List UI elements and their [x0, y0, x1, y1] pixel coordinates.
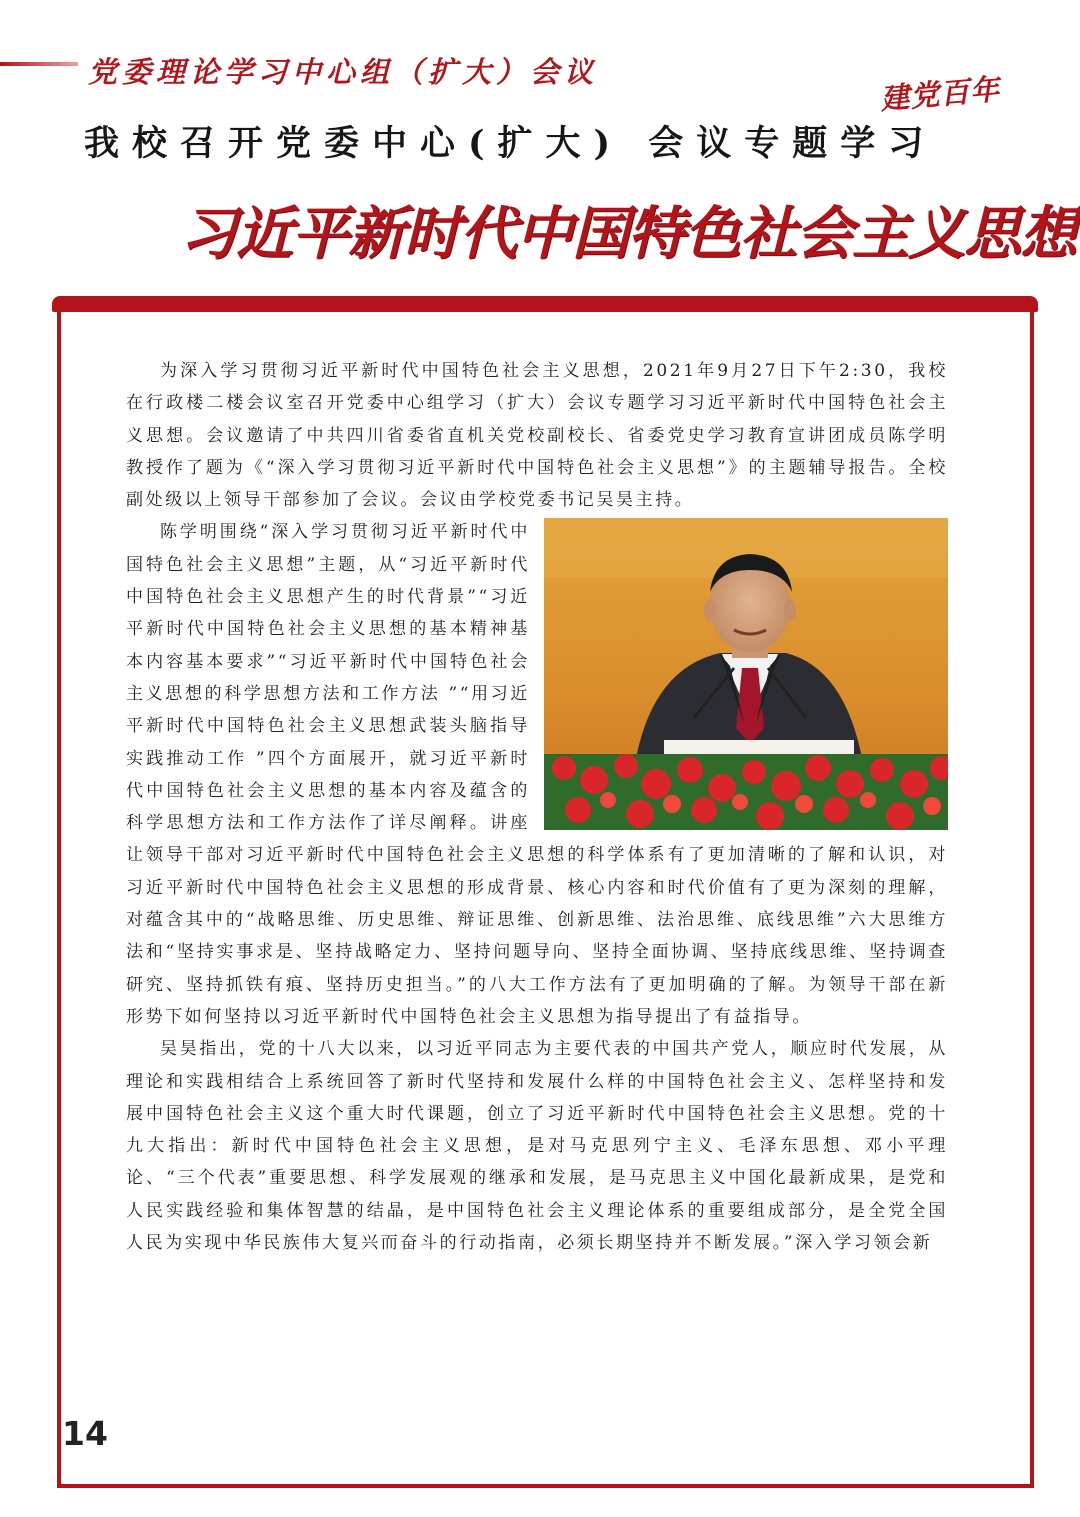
speaker-photo	[544, 518, 948, 830]
frame-bottom-border	[57, 1484, 1034, 1488]
article-body	[126, 355, 948, 1259]
frame-top-bar	[52, 296, 1038, 312]
page-title: 习近平新时代中国特色社会主义思想	[180, 200, 1076, 267]
headline: 我校召开党委中心(扩大) 会议专题学习	[84, 123, 937, 164]
centenary-badge: 建党百年	[878, 71, 1002, 117]
section-kicker: 党委理论学习中心组（扩大）会议	[88, 55, 599, 89]
paragraph-2: 陈学明围绕“深入学习贯彻习近平新时代中国特色社会主义思想”主题，从“习近平新时代中国特色社会主义思想产生的时代背景”“习近平新时代中国特色社会主义思想的基本精神基本内容基本要求”“习近平新时代中国特色社会主义思想的科学思想方法和工作方法 ”“用习近平新时代中国特色社会主义思想武装头脑指导实践推动工作 ”四个方面展开，就习近平新时代中国特色社会主义思想的基本内容及蕴含的科学思想方法和工作方法作了详尽阐释。讲座让领导干部对习近平新时代中国特色社会主义思想的科学体系有了更加清晰的了解和认识，对习近平新时代中国特色社会主义思想的形成背景、核心内容和时代价值有了更为深刻的理解，对蕴含其中的“战略思维、历史思维、辩证思维、创新思维、法治思维、底线思维”六大思维方法和“坚持实事求是、坚持战略定力、坚持问题导向、坚持全面协调、坚持底线思维、坚持调查研究、坚持抓铁有痕、坚持历史担当。”的八大工作方法有了更加明确的了解。为领导干部在新形势下如何坚持以习近平新时代中国特色社会主义思想为指导提出了有益指导。	[126, 522, 948, 1027]
frame-left-border	[57, 304, 61, 1488]
page-number: 14	[62, 1414, 108, 1453]
paragraph-1: 为深入学习贯彻习近平新时代中国特色社会主义思想，2021年9月27日下午2:30，我校在行政楼二楼会议室召开党委中心组学习（扩大）会议专题学习习近平新时代中国特色社会主义思想。会议邀请了中共四川省委省直机关党校副校长、省委党史学习教育宣讲团成员陈学明教授作了题为《“深入学习贯彻习近平新时代中国特色社会主义思想”》的主题辅导报告。全校副处级以上领导干部参加了会议。会议由学校党委书记吴昊主持。	[126, 361, 948, 511]
frame-right-border	[1030, 304, 1034, 1488]
header-accent-line	[0, 62, 78, 66]
paragraph-3: 吴昊指出，党的十八大以来，以习近平同志为主要代表的中国共产党人，顺应时代发展，从理论和实践相结合上系统回答了新时代坚持和发展什么样的中国特色社会主义、怎样坚持和发展中国特色社会主义这个重大时代课题，创立了习近平新时代中国特色社会主义思想。党的十九大指出：新时代中国特色社会主义思想，是对马克思列宁主义、毛泽东思想、邓小平理论、“三个代表”重要思想、科学发展观的继承和发展，是马克思主义中国化最新成果，是党和人民实践经验和集体智慧的结晶，是中国特色社会主义理论体系的重要组成部分，是全党全国人民为实现中华民族伟大复兴而奋斗的行动指南，必须长期坚持并不断发展。”深入学习领会新	[126, 1039, 948, 1254]
